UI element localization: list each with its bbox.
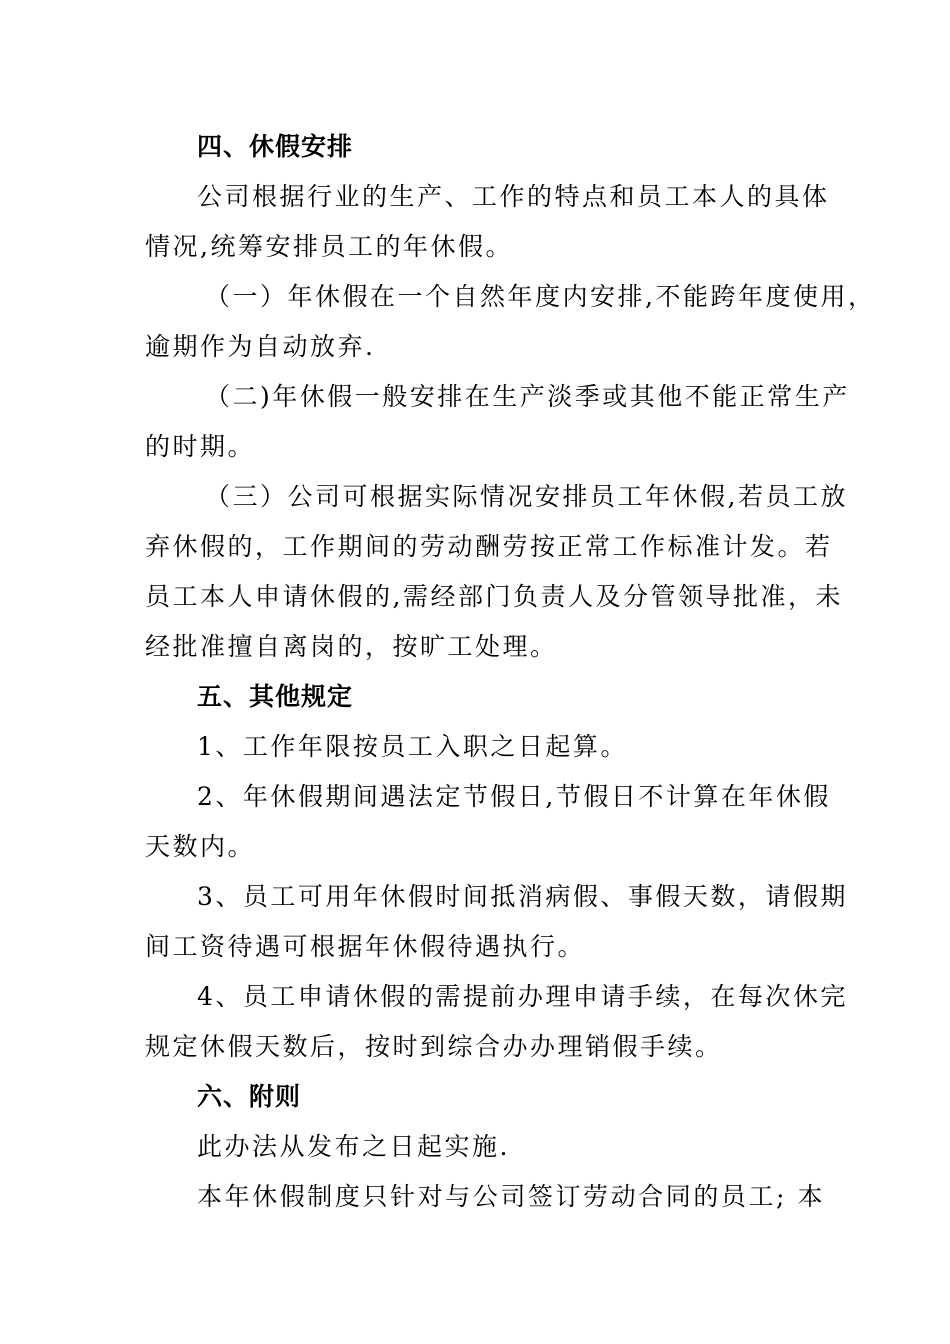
paragraph-line: 本年休假制度只针对与公司签订劳动合同的员工; 本: [197, 1182, 825, 1211]
paragraph-line: 间工资待遇可根据年休假待遇执行。: [145, 932, 586, 961]
paragraph-line: 逾期作为自动放弃.: [145, 332, 376, 361]
paragraph-line: 员工本人申请休假的,需经部门负责人及分管领导批准，未: [145, 582, 843, 611]
paragraph-line: 情况,统筹安排员工的年休假。: [145, 232, 513, 261]
paragraph-line: 4、员工申请休假的需提前办理申请手续，在每次休完: [197, 982, 848, 1011]
paragraph-line: 规定休假天数后，按时到综合办办理销假手续。: [145, 1032, 723, 1061]
section-heading-supplementary: 六、附则: [197, 1082, 302, 1111]
section-heading-leave-arrangement: 四、休假安排: [197, 132, 354, 161]
paragraph-line: 3、员工可用年休假时间抵消病假、事假天数，请假期: [197, 882, 848, 911]
document-page: [145, 122, 876, 1222]
paragraph-line: 此办法从发布之日起实施.: [197, 1132, 510, 1161]
paragraph-line: 2、年休假期间遇法定节假日,节假日不计算在年休假: [197, 782, 831, 811]
paragraph-line: 1、工作年限按员工入职之日起算。: [197, 732, 628, 761]
paragraph-line: （三）公司可根据实际情况安排员工年休假,若员工放: [205, 482, 848, 511]
section-heading-other-rules: 五、其他规定: [197, 682, 354, 711]
paragraph-line: 公司根据行业的生产、工作的特点和员工本人的具体: [197, 182, 830, 211]
paragraph-line: 的时期。: [145, 432, 256, 461]
paragraph-line: 天数内。: [145, 832, 256, 861]
paragraph-line: （一）年休假在一个自然年度内安排,不能跨年度使用，: [205, 282, 876, 311]
paragraph-line: （二)年休假一般安排在生产淡季或其他不能正常生产: [205, 382, 850, 411]
paragraph-line: 经批准擅自离岗的，按旷工处理。: [145, 632, 558, 661]
paragraph-line: 弃休假的，工作期间的劳动酬劳按正常工作标准计发。若: [145, 532, 833, 561]
